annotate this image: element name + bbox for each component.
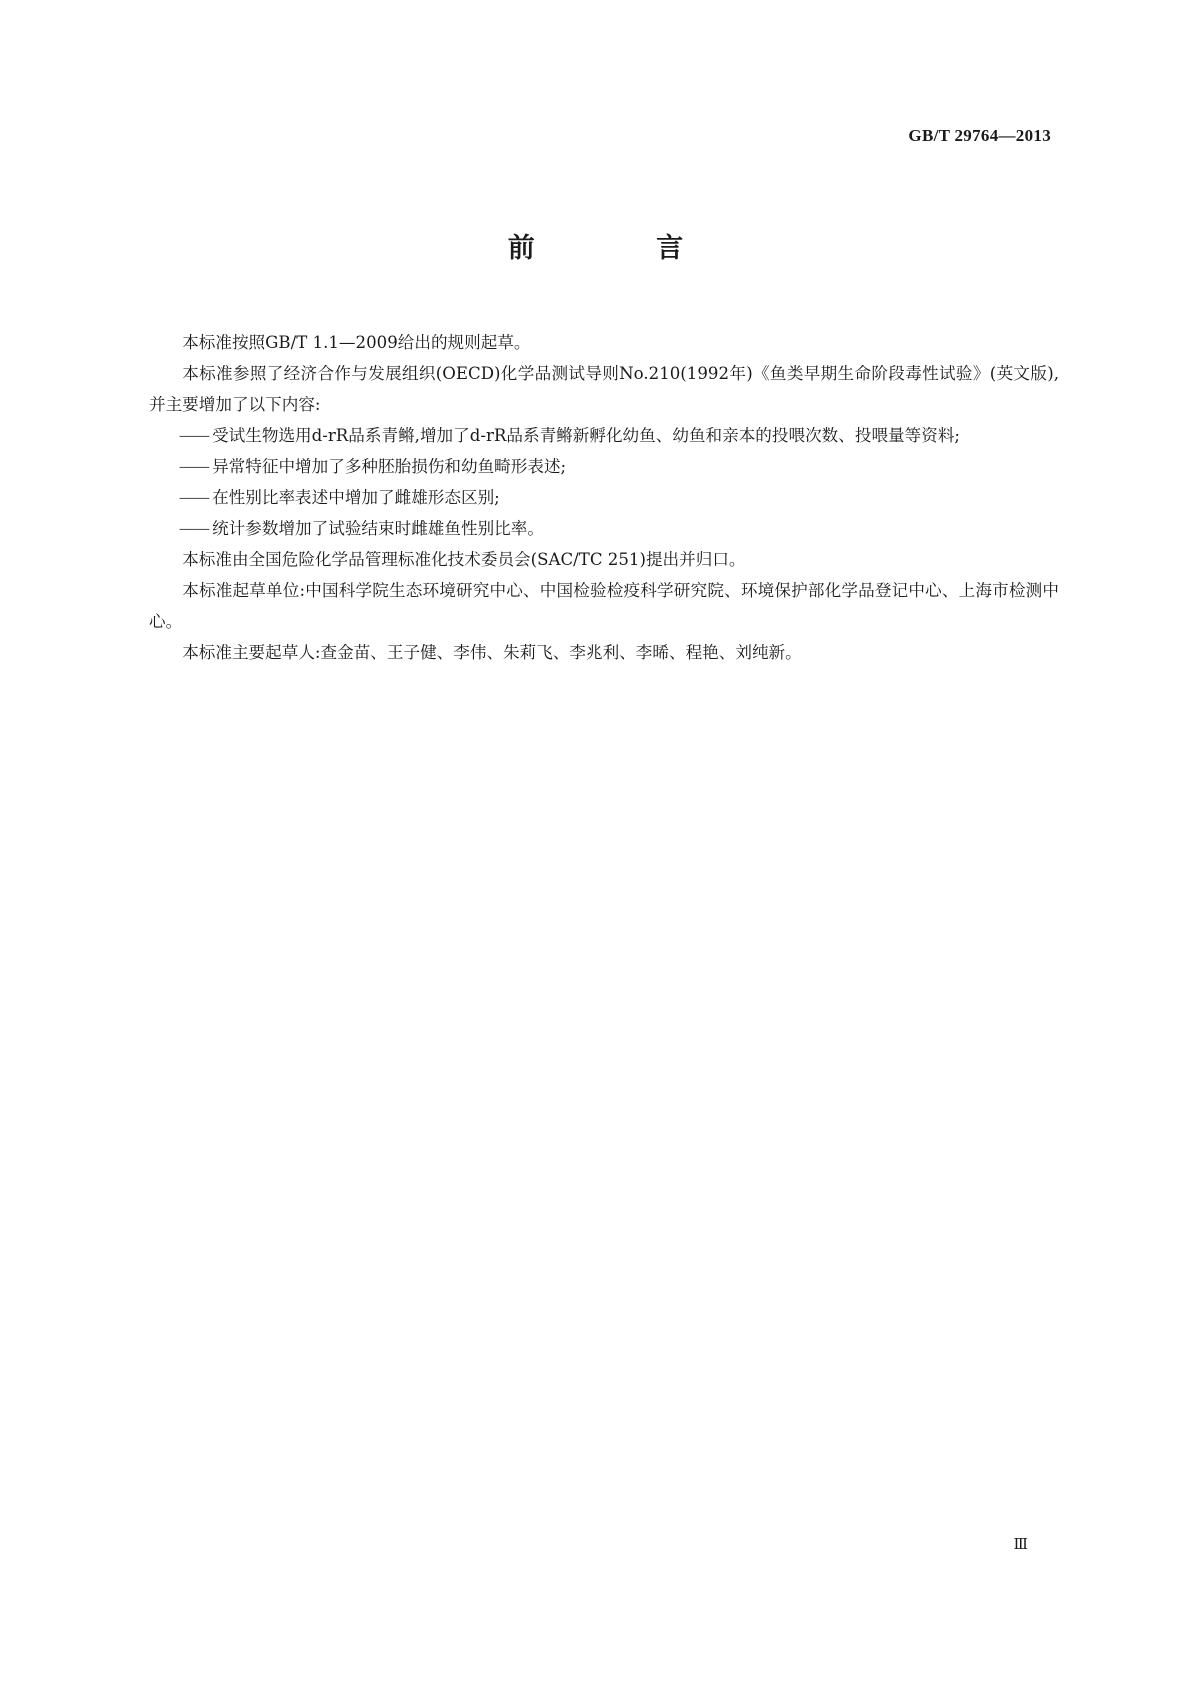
list-item	[149, 513, 1059, 544]
standard-code: GB/T 29764—2013	[908, 126, 1051, 145]
list-dash: ——	[178, 426, 209, 445]
paragraph-drafting-units: 本标准起草单位:中国科学院生态环境研究中心、中国检验检疫科学研究院、环境保护部化学品登记中心、上海市检测中心。	[149, 581, 1059, 631]
list-item-text: 受试生物选用d-rR品系青鳉,增加了d-rR品系青鳉新孵化幼鱼、幼鱼和亲本的投喂次数、投喂量等资料;	[212, 426, 961, 445]
list-dash: ——	[178, 519, 209, 538]
list-item-text: 在性别比率表述中增加了雌雄形态区别;	[212, 488, 500, 507]
list-dash: ——	[178, 457, 209, 476]
list-item	[149, 420, 1059, 451]
paragraph-committee: 本标准由全国危险化学品管理标准化技术委员会(SAC/TC 251)提出并归口。	[182, 550, 746, 569]
list-item	[149, 451, 1059, 482]
list-dash: ——	[178, 488, 209, 507]
paragraph-reference: 本标准参照了经济合作与发展组织(OECD)化学品测试导则No.210(1992年)《鱼类早期生命阶段毒性试验》(英文版),并主要增加了以下内容:	[149, 364, 1059, 414]
list-item-text: 统计参数增加了试验结束时雌雄鱼性别比率。	[212, 519, 544, 538]
paragraph-drafters: 本标准主要起草人:查金苗、王子健、李伟、朱莉飞、李兆利、李晞、程艳、刘纯新。	[182, 643, 802, 662]
page-number: Ⅲ	[1013, 1537, 1028, 1553]
paragraph-drafting-rules: 本标准按照GB/T 1.1—2009给出的规则起草。	[182, 333, 531, 352]
document-body	[149, 327, 1059, 668]
list-item	[149, 482, 1059, 513]
list-item-text: 异常特征中增加了多种胚胎损伤和幼鱼畸形表述;	[212, 457, 567, 476]
page-title: 前 言	[507, 233, 740, 264]
